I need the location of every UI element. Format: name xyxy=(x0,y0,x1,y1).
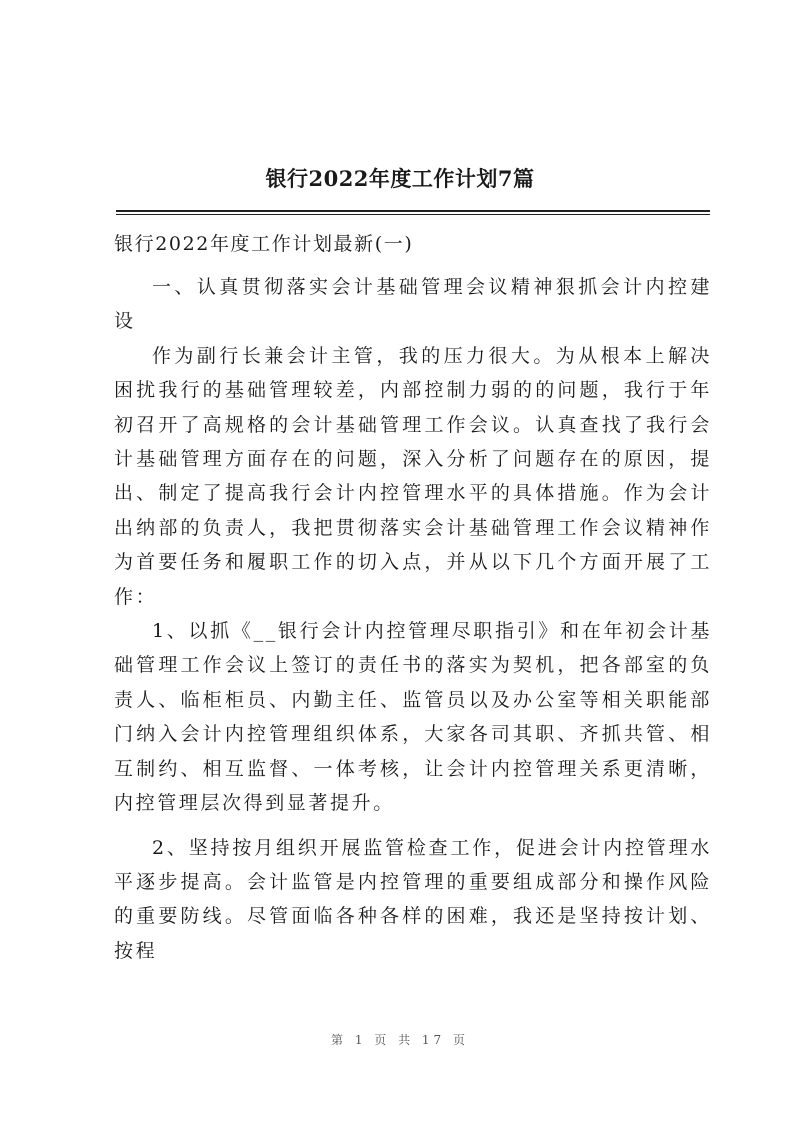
document-title: 银行2022年度工作计划7篇 xyxy=(265,166,535,191)
title-divider xyxy=(116,210,710,212)
paragraph-3: 1、以抓《__银行会计内控管理尽职指引》和在年初会计基础管理工作会议上签订的责任书的落实为契机，把各部室的负责人、临柜柜员、内勤主任、监管员以及办公室等相关职能部门纳入会计内控管理组织体系，大家各司其职、齐抓共管、相互制约、相互监督、一体考核，让会计内控管理关系更清晰，内控管理层次得到显著提升。 xyxy=(114,620,712,815)
page-number-footer: 第 1 页 共 17 页 xyxy=(331,1033,469,1047)
paragraph-1: 一、认真贯彻落实会计基础管理会议精神狠抓会计内控建设 xyxy=(114,276,712,333)
section-heading: 银行2022年度工作计划最新(一) xyxy=(114,233,414,255)
paragraph-4: 2、坚持按月组织开展监管检查工作，促进会计内控管理水平逐步提高。会计监管是内控管理的重要组成部分和操作风险的重要防线。尽管面临各种各样的困难，我还是坚持按计划、按程 xyxy=(114,836,712,962)
paragraph-2: 作为副行长兼会计主管，我的压力很大。为从根本上解决困扰我行的基础管理较差，内部控制力弱的的问题，我行于年初召开了高规格的会计基础管理工作会议。认真查找了我行会计基础管理方面存在的问题，深入分析了问题存在的原因，提出、制定了提高我行会计内控管理水平的具体措施。作为会计出纳部的负责人，我把贯彻落实会计基础管理工作会议精神作为首要任务和履职工作的切入点，并从以下几个方面开展了工作： xyxy=(114,344,712,608)
document-body xyxy=(114,228,712,968)
